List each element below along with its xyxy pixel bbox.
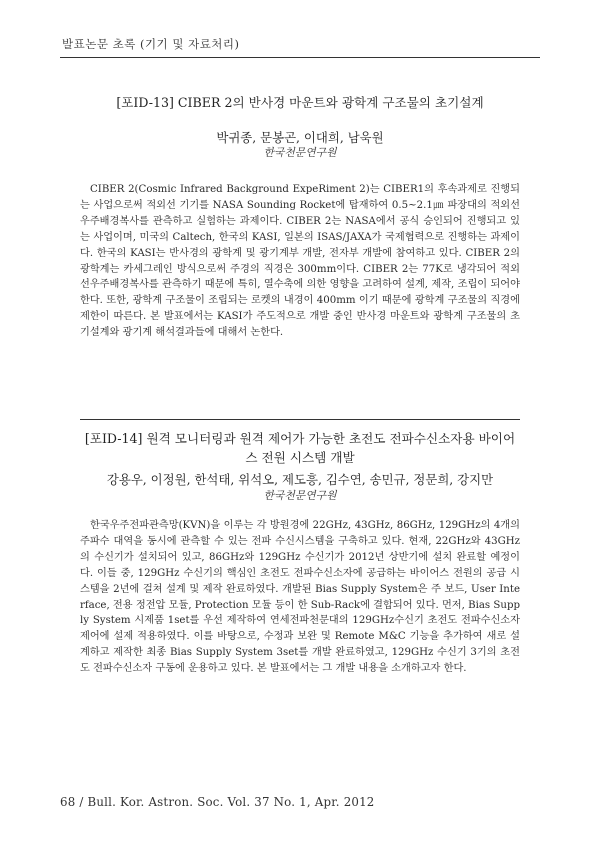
abstract-body: CIBER 2(Cosmic Infrared Background ExpeRiment 2)는 CIBER1의 후속과제로 진행되는 사업으로써 적외선 기기를 NASA Sounding Rocket에 탑재하여 0.5~2.1㎛ 파장대의 적외선 우주배경복사를 관측하고 실험하는 과제이다. CIBER 2는 NASA에서 공식 승인되어 진행되고 있는 사업이며, 미국의 Caltech, 한국의 KASI, 일본의 ISAS/JAXA가 국제협력으로 진행하는 과제이다. 한국의 KASI는 반사경의 광학계 및 광기계부 개발, 전자부 개발에 참여하고 있다. CIBER 2의 광학계는 카세그레인 방식으로써 주경의 직경은 300mm이다. CIBER 2는 77K로 냉각되어 적외선우주배경복사를 관측하기 때문에 특히, 열수축에 의한 영향을 고려하여 설계, 제작, 조립이 되어야 한다. 또한, 광학계 구조물이 조립되는 로켓의 내경이 400mm 이기 때문에 광학계 구조물의 직경에 제한이 따른다. 본 발표에서는 KASI가 주도적으로 개발 중인 반사경 마운트와 광학계 구조물의 초기설계와 광기계 해석결과들에 대해서 논한다. — [80, 184, 520, 339]
abstract-body: 한국우주전파관측망(KVN)을 이루는 각 방원경에 22GHz, 43GHz, 86GHz, 129GHz의 4개의 주파수 대역을 동시에 관측할 수 있는 전파 수신시스템을 구축하고 있다. 현재, 22GHz와 43GHz의 수신기가 설치되어 있고, 86GHz와 129GHz 수신기가 2012년 상반기에 설치 완료할 예정이다. 이들 중, 129GHz 수신기의 핵심인 초전도 전파수신소자에 공급하는 바이어스 전원의 공급 시스템을 2년에 걸쳐 설계 및 제작 완료하였다. 개발된 Bias Supply System은 주 보드, User Interface, 전용 정전압 모듈, Protection 모듈 등이 한 Sub-Rack에 결합되어 있다. 먼저, Bias Supply System 시제품 1set를 우선 제작하여 연세전파천문대의 129GHz수신기 초전도 전파수신소자 제어에 설제 적용하였다. 이를 바탕으로, 수정과 보완 및 Remote M&C 기능을 추가하여 새로 설계하고 제작한 최종 Bias Supply System 3set를 개발 완료하였고, 129GHz 수신기 3기의 초전도 전파수신소자 구동에 운용하고 있다. 본 발표에서는 그 개발 내용을 소개하고자 한다. — [80, 520, 520, 675]
abstract-title: [포ID-14] 원격 모니터링과 원격 제어가 가능한 초전도 전파수신소자용 바이어스 전원 시스템 개발 — [84, 431, 516, 465]
abstract-authors: 강용우, 이정원, 한석태, 위석오, 제도흥, 김수연, 송민규, 정문희, 강지만 — [106, 472, 494, 487]
section-divider — [80, 419, 520, 420]
abstract-title: [포ID-13] CIBER 2의 반사경 마운트와 광학계 구조물의 초기설계 — [116, 95, 484, 110]
running-header: 발표논문 초록 (기기 및 자료처리) — [62, 37, 240, 51]
abstract-affiliation: 한국천문연구원 — [263, 146, 337, 159]
abstract-authors: 박귀종, 문봉곤, 이대희, 남욱원 — [216, 130, 384, 145]
abstract-affiliation: 한국천문연구원 — [263, 489, 337, 502]
header-rule — [60, 57, 540, 58]
page-footer-citation: 68 / Bull. Kor. Astron. Soc. Vol. 37 No. 1, Apr. 2012 — [60, 795, 375, 809]
